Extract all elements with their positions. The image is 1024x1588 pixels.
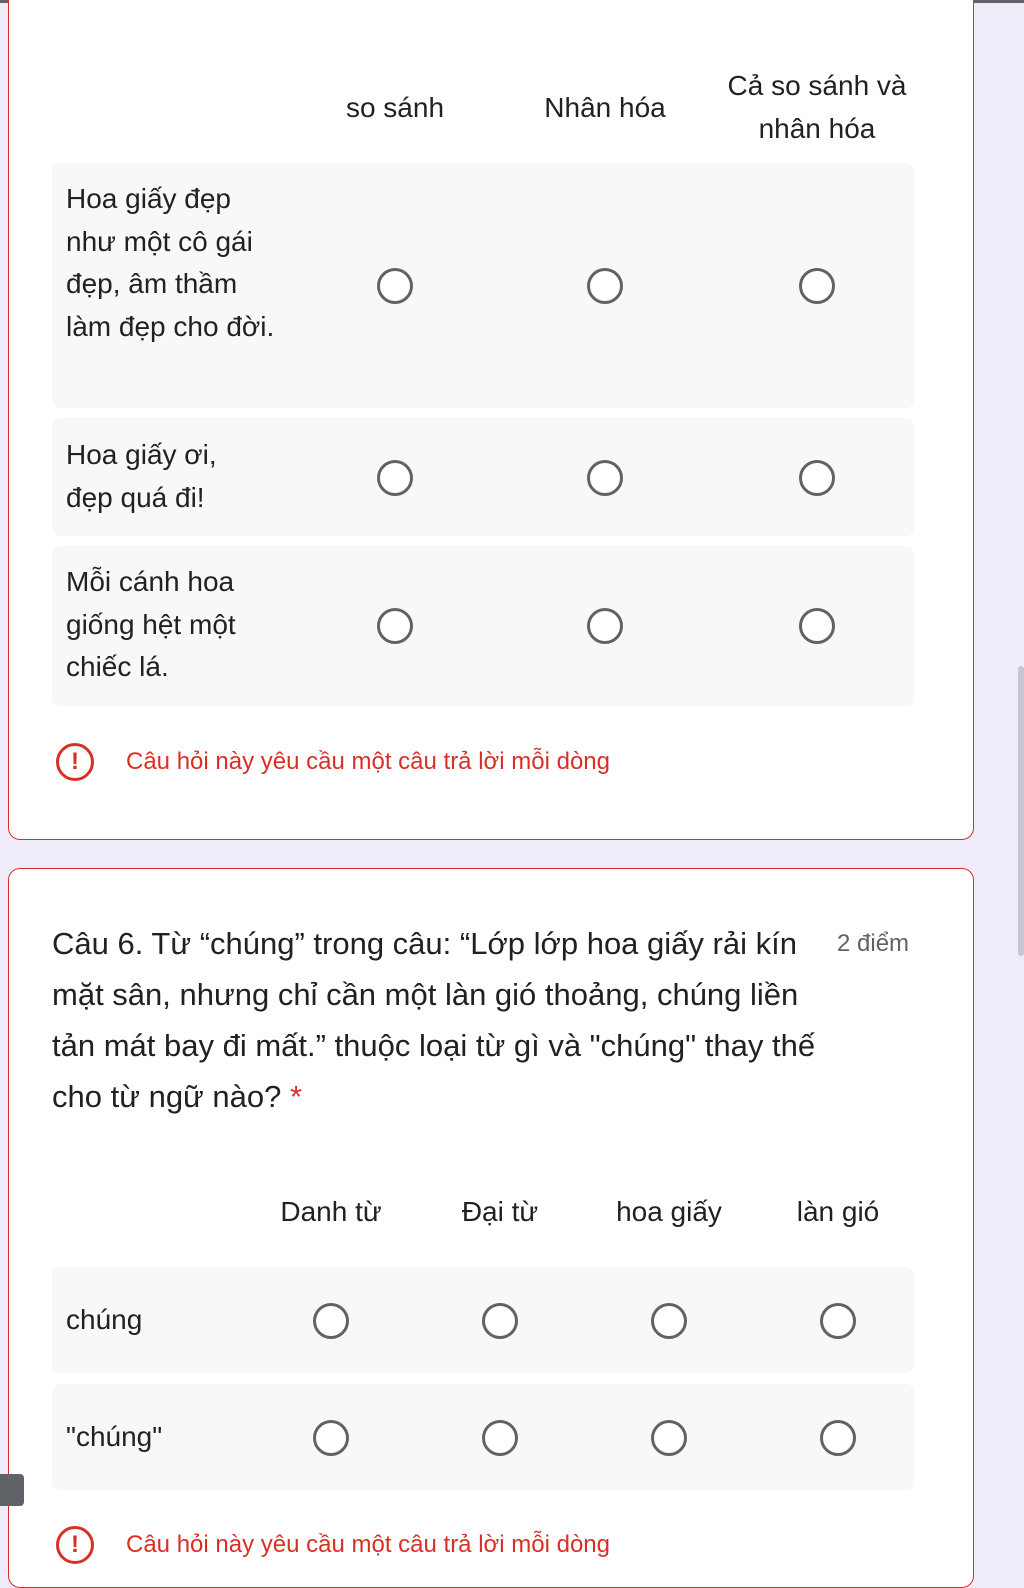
validation-error xyxy=(56,743,610,781)
radio-row1-so-sanh[interactable] xyxy=(377,268,413,304)
radio-row3-nhan-hoa[interactable] xyxy=(587,608,623,644)
column-header-lan-gio: làn gió xyxy=(796,1196,880,1227)
error-icon: ! xyxy=(56,743,94,781)
radio-row3-so-sanh[interactable] xyxy=(377,608,413,644)
required-asterisk: * xyxy=(290,1079,303,1114)
question-title xyxy=(52,918,832,1122)
column-header-nhan-hoa: Nhân hóa xyxy=(544,92,666,123)
column-header-dai-tu: Đại từ xyxy=(461,1196,539,1227)
error-text: Câu hỏi này yêu cầu một câu trả lời mỗi dòng xyxy=(126,748,610,775)
points-label: 2 điểm xyxy=(837,930,910,957)
error-icon: ! xyxy=(56,1526,94,1564)
scrollbar-thumb[interactable] xyxy=(1018,666,1024,956)
side-handle[interactable] xyxy=(0,1474,24,1506)
radio-row1-ca-hai[interactable] xyxy=(799,268,835,304)
column-header-danh-tu: Danh từ xyxy=(280,1196,382,1227)
question-title-text: Câu 6. Từ “chúng” trong câu: “Lớp lớp hoa giấy rải kín mặt sân, nhưng chỉ cần một làn gió thoảng, chúng liền tản mát bay đi mất.” thuộc loại từ gì và "chúng" thay thế cho từ ngữ nào? xyxy=(52,926,816,1114)
radio-q6r2-danh-tu[interactable] xyxy=(313,1420,349,1456)
radio-row3-ca-hai[interactable] xyxy=(799,608,835,644)
radio-q6r2-hoa-giay[interactable] xyxy=(651,1420,687,1456)
radio-q6r1-hoa-giay[interactable] xyxy=(651,1303,687,1339)
column-header-ca-hai: Cả so sánh và nhân hóa xyxy=(727,70,907,144)
row-label: chúng xyxy=(66,1304,143,1335)
radio-row2-ca-hai[interactable] xyxy=(799,460,835,496)
radio-q6r1-dai-tu[interactable] xyxy=(482,1303,518,1339)
row-label: Hoa giấy ơi, đẹp quá đi! xyxy=(66,439,217,513)
column-header-hoa-giay: hoa giấy xyxy=(616,1196,722,1227)
validation-error xyxy=(56,1526,610,1564)
row-label: "chúng" xyxy=(66,1421,163,1452)
radio-q6r2-lan-gio[interactable] xyxy=(820,1420,856,1456)
column-header-so-sanh: so sánh xyxy=(345,92,445,123)
radio-row2-so-sanh[interactable] xyxy=(377,460,413,496)
error-text: Câu hỏi này yêu cầu một câu trả lời mỗi dòng xyxy=(126,1531,610,1558)
row-label: Mỗi cánh hoa giống hệt một chiếc lá. xyxy=(66,566,236,682)
radio-row2-nhan-hoa[interactable] xyxy=(587,460,623,496)
radio-q6r1-danh-tu[interactable] xyxy=(313,1303,349,1339)
radio-q6r2-dai-tu[interactable] xyxy=(482,1420,518,1456)
radio-q6r1-lan-gio[interactable] xyxy=(820,1303,856,1339)
row-label: Hoa giấy đẹp như một cô gái đẹp, âm thầm làm đẹp cho đời. xyxy=(66,183,275,342)
radio-row1-nhan-hoa[interactable] xyxy=(587,268,623,304)
